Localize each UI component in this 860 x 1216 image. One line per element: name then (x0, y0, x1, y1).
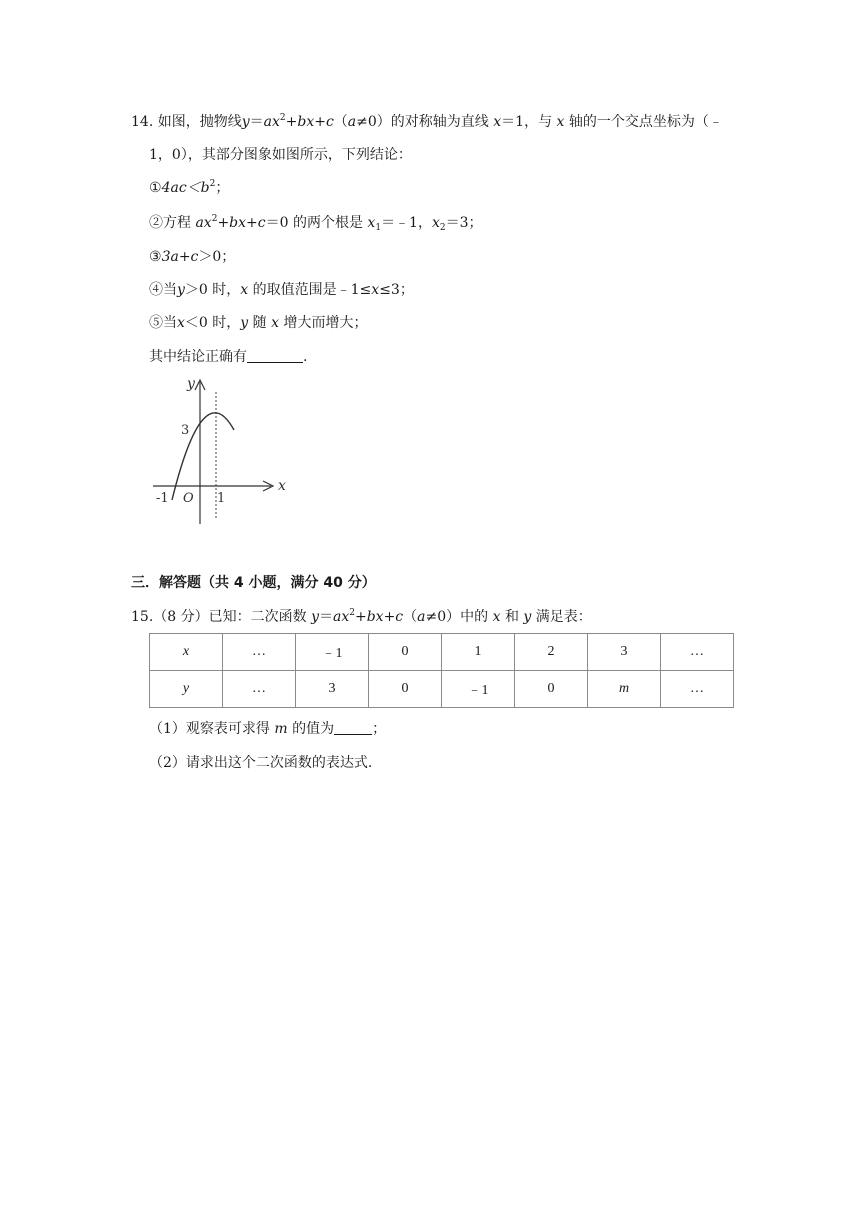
section-3-title: 三．解答题（共 4 小题，满分 40 分） (131, 575, 376, 591)
table-cell: … (223, 671, 296, 708)
q15-part-2: （2）请求出这个二次函数的表达式. (149, 755, 373, 771)
table-row-y (150, 671, 734, 708)
tick-3: 3 (181, 423, 190, 438)
q14-stem-line2: 1，0），其部分图象如图所示，下列结论： (149, 147, 412, 163)
table-row-x (150, 634, 734, 671)
table-cell: ﹣1 (442, 671, 515, 708)
table-cell: 2 (515, 634, 588, 671)
q15-stem: 15.（8 分）已知：二次函数 $y=ax^2+bx+c(a\ne 0)$中的 x 和 y 满足表： (131, 608, 592, 625)
q15-part-1: （1）观察表可求得 m 的值为 ； (149, 721, 387, 737)
q14-conclusion-3: ③3a+c＞0； (149, 249, 236, 265)
table-cell: … (661, 634, 734, 671)
q14-answer-blank[interactable] (247, 348, 303, 363)
q14-answer-prompt: 其中结论正确有 . (149, 349, 308, 365)
q14-conclusion-5: ⑤当x＜0 时，y 随 x 增大而增大； (149, 315, 368, 331)
table-cell: 0 (515, 671, 588, 708)
q14-stem-line1: 14. 如图，抛物线$y=ax^2+bx+c(a\ne 0)$的对称轴为直线 x＝1，与 x 轴的一个交点坐标为（﹣ (131, 113, 723, 130)
x-axis-label: x (278, 478, 286, 494)
table-cell: 1 (442, 634, 515, 671)
table-cell: y (150, 671, 223, 708)
table-cell: x (150, 634, 223, 671)
table-cell: 3 (588, 634, 661, 671)
q14-conclusion-1: $①4ac<b^2$； (149, 179, 230, 196)
origin-label: O (183, 491, 194, 506)
q14-conclusion-4: ④当y＞0 时，x 的取值范围是﹣1≤x≤3； (149, 282, 414, 298)
q15-answer-blank[interactable] (334, 720, 372, 735)
parabola-graph (145, 372, 295, 532)
table-cell: m (588, 671, 661, 708)
q14-conclusion-2: ②方程 $ax^2+bx+c=0$ 的两个根是 $x_1=﹣1$，$x_2=3$； (149, 214, 483, 233)
y-axis-label: y (187, 376, 195, 392)
table-cell: 0 (369, 671, 442, 708)
table-cell: … (661, 671, 734, 708)
table-cell: … (223, 634, 296, 671)
values-table (149, 633, 734, 708)
tick-1: 1 (217, 491, 226, 506)
table-cell: 3 (296, 671, 369, 708)
table-cell: 0 (369, 634, 442, 671)
table-cell: ﹣1 (296, 634, 369, 671)
tick-neg1: -1 (156, 491, 169, 506)
